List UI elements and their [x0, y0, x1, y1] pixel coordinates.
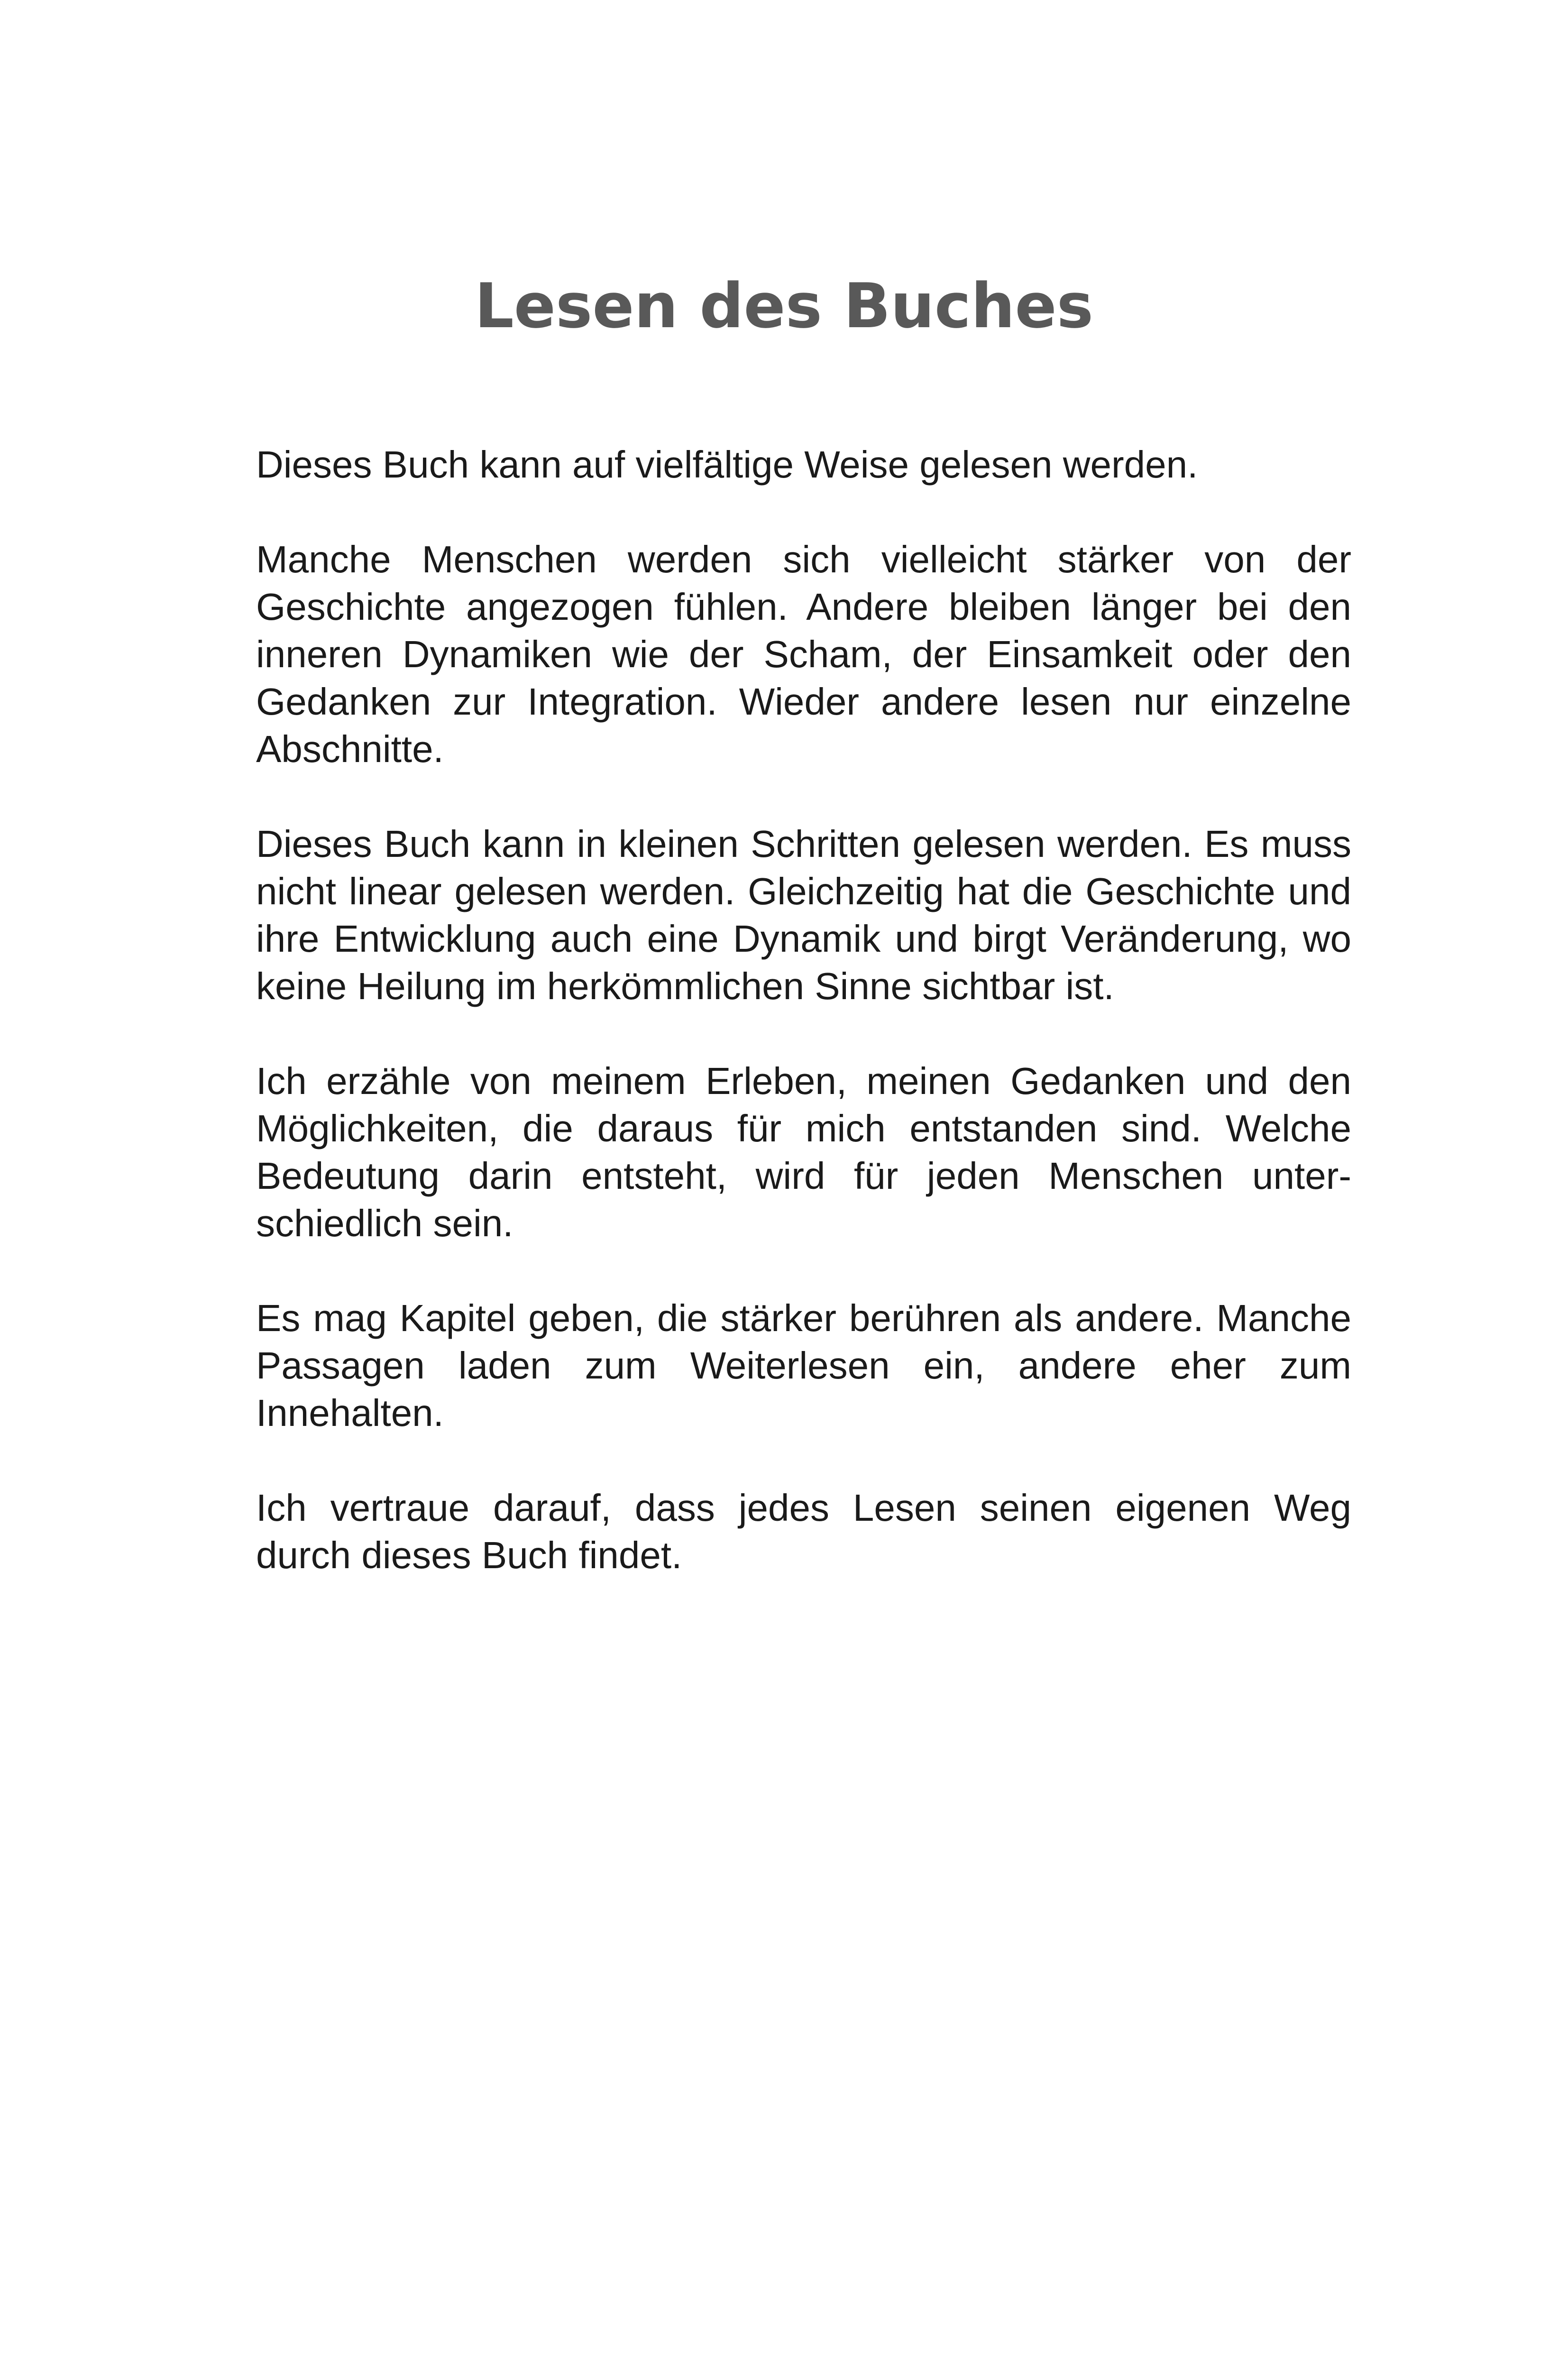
paragraph-5: Es mag Kapitel geben, die stärker berühren als andere. Manche Passagen laden zum Weiterlesen ein, andere eher zum Innehalten.: [256, 1297, 1351, 1434]
paragraph-2: Manche Menschen werden sich vielleicht stärker von der Geschichte angezogen fühlen. Andere bleiben länger bei den inneren Dynamiken wie der Scham, der Einsamkeit oder den Gedanken zur Integration. Wieder andere lesen nur einzelne Abschnitte.: [256, 538, 1351, 770]
paragraph-6: Ich vertraue darauf, dass jedes Lesen seinen eigenen Weg durch dieses Buch findet.: [256, 1487, 1351, 1576]
paragraph-3: Dieses Buch kann in kleinen Schritten gelesen werden. Es muss nicht linear gelesen werden. Gleichzeitig hat die Geschichte und ihre Entwicklung auch eine Dynamik und birgt Veränderung, wo keine Heilung im herkömmlichen Sinne sichtbar ist.: [256, 823, 1351, 1007]
paragraph-1: Dieses Buch kann auf vielfältige Weise gelesen werden.: [256, 443, 1198, 486]
paragraph-4: Ich erzähle von meinem Erleben, meinen Gedanken und den Möglichkeiten, die daraus für mich entstanden sind. Welche Bedeutung darin entsteht, wird für jeden Menschen unterschiedlich sein.: [256, 1060, 1351, 1244]
page-title: Lesen des Buches: [474, 270, 1093, 342]
body-text: [256, 441, 1351, 1627]
